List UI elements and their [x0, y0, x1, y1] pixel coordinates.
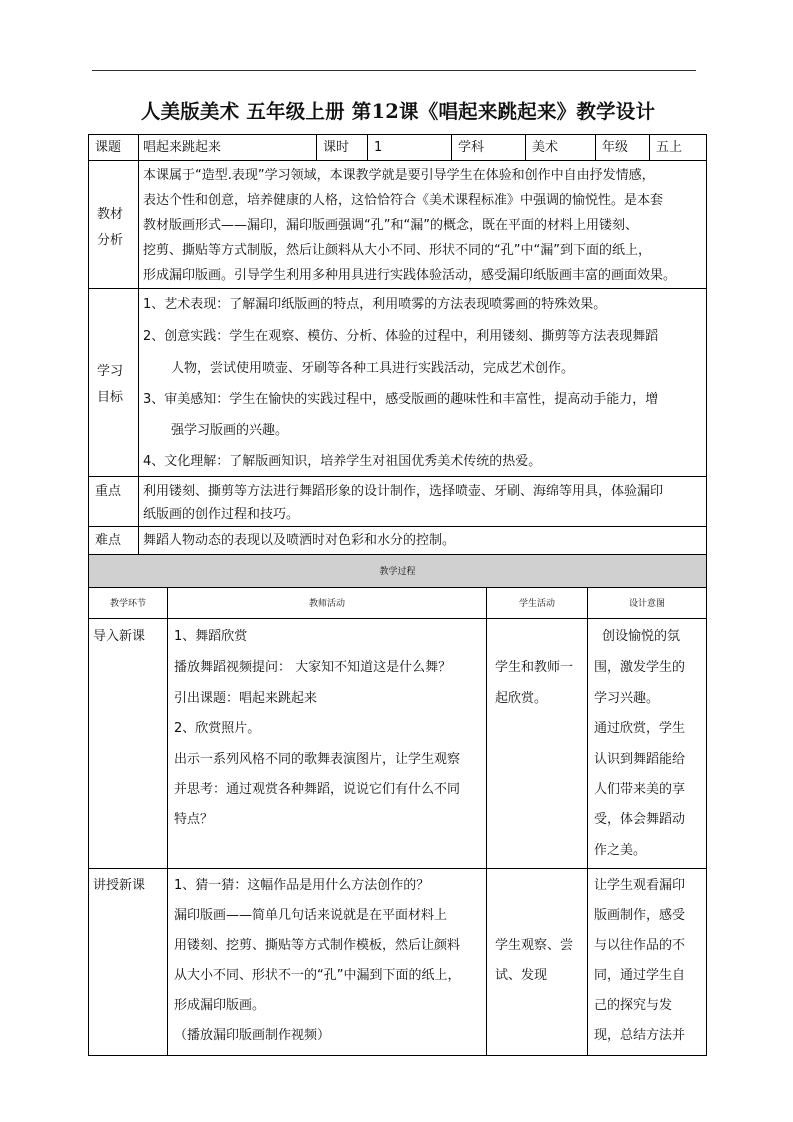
intent-line: 现，总结方法并 — [594, 1028, 686, 1043]
col-header-text: 设计意图 — [628, 599, 665, 609]
col-header-student — [486, 587, 588, 619]
teacher-line: 漏印版画——简单几句话来说就是在平面材料上 — [174, 908, 448, 923]
analysis-label-1: 教材 — [97, 207, 124, 222]
course-value-cell — [138, 134, 317, 161]
student-cell — [486, 618, 588, 869]
goals-content-cell — [138, 288, 707, 477]
goals-label-cell — [88, 288, 139, 477]
grade-label-cell — [595, 134, 650, 161]
difficulty-label: 难点 — [95, 533, 122, 548]
intent-line: 通过欣赏，学生 — [594, 721, 686, 736]
analysis-label-2: 分析 — [97, 233, 124, 248]
stage-cell — [88, 618, 168, 869]
student-line: 学生观察、尝 — [495, 938, 574, 953]
student-line: 试、发现 — [495, 968, 548, 983]
course-value: 唱起来跳起来 — [143, 140, 222, 155]
hours-label-cell — [316, 134, 368, 161]
intent-line: 版画制作，感受 — [594, 908, 686, 923]
difficulty-label-cell — [88, 526, 139, 555]
process-header-cell — [88, 554, 707, 588]
teacher-line: 用镂刻、挖剪、撕贴等方式制作模板，然后让颜料 — [174, 938, 461, 953]
grade-label: 年级 — [602, 140, 629, 155]
analysis-line: 本课属于“造型.表现”学习领域，本课教学就是要引导学生在体验和创作中自由抒发情感， — [143, 168, 655, 183]
keypoints-label: 重点 — [95, 484, 122, 499]
col-header-stage — [88, 587, 168, 619]
header-rule — [92, 70, 696, 71]
teacher-line: 引出课题：唱起来跳起来 — [174, 691, 318, 706]
col-header-text: 教师活动 — [308, 599, 345, 609]
stage-cell — [88, 868, 168, 1056]
intent-line: 己的探究与发 — [594, 998, 673, 1013]
teacher-line: 出示一系列风格不同的歌舞表演图片，让学生观察 — [174, 752, 461, 767]
teacher-line: 从大小不同、形状不一的“孔”中漏到下面的纸上， — [174, 968, 461, 983]
teacher-line: 特点？ — [174, 812, 214, 827]
goal-line: 2、创意实践：学生在观察、模仿、分析、体验的过程中，利用镂刻、撕剪等方法表现舞蹈 — [143, 329, 659, 344]
hours-value: 1 — [374, 140, 383, 155]
intent-line: 作之美。 — [594, 843, 647, 858]
goal-line: 4、文化理解：了解版画知识，培养学生对祖国优秀美术传统的热爱。 — [143, 454, 542, 469]
teacher-cell — [167, 618, 487, 869]
student-line: 起欣赏。 — [495, 691, 548, 706]
intent-cell — [587, 868, 707, 1056]
student-line: 学生和教师一 — [495, 660, 574, 675]
subject-value-cell — [525, 134, 596, 161]
teacher-cell — [167, 868, 487, 1056]
intent-line: 让学生观看漏印 — [594, 878, 686, 893]
subject-value: 美术 — [532, 140, 559, 155]
difficulty-content-cell — [138, 526, 707, 555]
col-header-teacher — [167, 587, 487, 619]
subject-label: 学科 — [458, 140, 485, 155]
intent-line: 创设愉悦的氛 — [602, 629, 681, 644]
stage-label: 讲授新课 — [93, 878, 146, 893]
stage-label: 导入新课 — [93, 629, 146, 644]
keypoints-label-cell — [88, 476, 139, 527]
goals-label-2: 目标 — [97, 390, 124, 405]
analysis-line: 形成漏印版画。引导学生利用多种用具进行实践体验活动，感受漏印纸版画丰富的画面效果。 — [143, 268, 677, 283]
teacher-line: 并思考：通过观赏各种舞蹈，说说它们有什么不同 — [174, 782, 461, 797]
teacher-line: 形成漏印版画。 — [174, 998, 266, 1013]
hours-label: 课时 — [323, 140, 350, 155]
grade-value-cell — [649, 134, 707, 161]
student-cell — [486, 868, 588, 1056]
goal-line: 1、艺术表现：了解漏印纸版画的特点，利用喷雾的方法表现喷雾画的特殊效果。 — [143, 297, 607, 312]
intent-line: 与以往作品的不 — [594, 938, 686, 953]
analysis-content-cell — [138, 160, 707, 289]
analysis-label-cell — [88, 160, 139, 289]
intent-line: 学习兴趣。 — [594, 691, 660, 706]
teacher-line: 播放舞蹈视频提问： 大家知不知道这是什么舞？ — [174, 660, 452, 675]
teacher-line: 2、欣赏照片。 — [174, 721, 261, 736]
difficulty-text: 舞蹈人物动态的表现以及喷洒时对色彩和水分的控制。 — [143, 533, 456, 548]
col-header-intent — [587, 587, 707, 619]
hours-value-cell — [367, 134, 452, 161]
intent-line: 围，激发学生的 — [594, 660, 686, 675]
goal-line: 人物，尝试使用喷壶、牙刷等各种工具进行实践活动，完成艺术创作。 — [171, 361, 575, 376]
analysis-line: 挖剪、撕贴等方式制版，然后让颜料从大小不同、形状不同的“孔”中“漏”到下面的纸上， — [143, 243, 651, 258]
keypoints-line: 纸版画的创作过程和技巧。 — [143, 507, 300, 522]
grade-value: 五上 — [656, 140, 683, 155]
page-title: 人美版美术 五年级上册 第12课《唱起来跳起来》教学设计 — [140, 100, 656, 123]
intent-line: 人们带来美的享 — [594, 782, 686, 797]
col-header-text: 教学环节 — [109, 599, 146, 609]
intent-cell — [587, 618, 707, 869]
course-label-cell — [88, 134, 139, 161]
intent-line: 认识到舞蹈能给 — [594, 752, 686, 767]
intent-line: 受，体会舞蹈动 — [594, 812, 686, 827]
goal-line: 3、审美感知：学生在愉快的实践过程中，感受版画的趣味性和丰富性，提高动手能力，增 — [143, 392, 659, 407]
process-header: 教学过程 — [379, 567, 416, 577]
analysis-line: 教材版画形式——漏印，漏印版画强调“孔”和“漏”的概念，既在平面的材料上用镂刻、 — [143, 218, 638, 233]
keypoints-line: 利用镂刻、撕剪等方法进行舞蹈形象的设计制作，选择喷壶、牙刷、海绵等用具，体验漏印 — [143, 484, 664, 499]
col-header-text: 学生活动 — [518, 599, 555, 609]
analysis-line: 表达个性和创意，培养健康的人格，这恰恰符合《美术课程标准》中强调的愉悦性。是本套 — [143, 193, 664, 208]
goal-line: 强学习版画的兴趣。 — [171, 423, 289, 438]
teacher-line: 1、猜一猜：这幅作品是用什么方法创作的？ — [174, 878, 430, 893]
subject-label-cell — [451, 134, 526, 161]
keypoints-content-cell — [138, 476, 707, 527]
course-label: 课题 — [95, 140, 122, 155]
teacher-line: 1、舞蹈欣赏 — [174, 629, 248, 644]
intent-line: 同，通过学生自 — [594, 968, 686, 983]
goals-label-1: 学习 — [97, 364, 124, 379]
teacher-line: （播放漏印版画制作视频） — [174, 1028, 331, 1043]
